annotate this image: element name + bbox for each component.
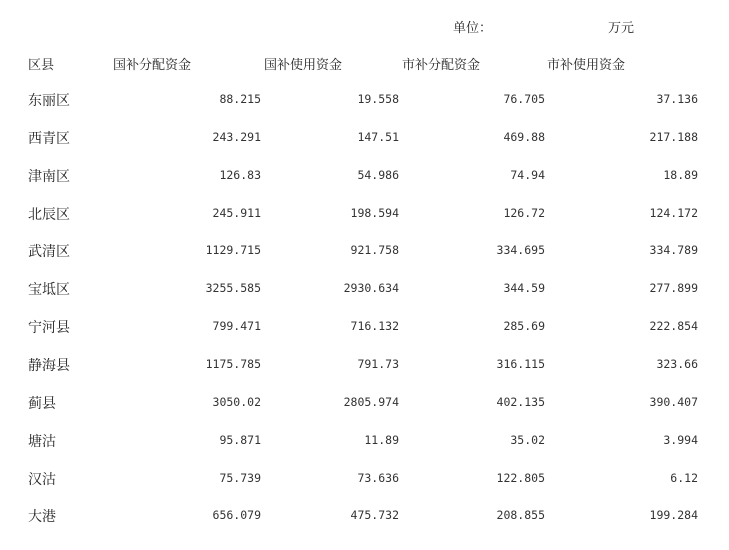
- city-used-value: 277.899: [649, 281, 698, 296]
- table-row: [0, 204, 729, 242]
- national-used-value: 716.132: [350, 319, 399, 334]
- header-district: 区县: [28, 58, 55, 73]
- city-used-value: 37.136: [656, 92, 698, 106]
- city-allocated-value: 35.02: [510, 432, 545, 447]
- national-used-value: 54.986: [357, 167, 399, 182]
- city-used-value: 18.89: [663, 167, 698, 182]
- table-row: [0, 90, 729, 128]
- national-used-value: 2930.634: [343, 281, 399, 296]
- city-used-value: 124.172: [649, 205, 698, 220]
- city-used-value: 199.284: [649, 508, 698, 523]
- district-name: 津南区: [28, 168, 70, 185]
- city-allocated-value: 344.59: [503, 281, 545, 296]
- district-name: 大港: [28, 509, 56, 526]
- national-allocated-value: 243.291: [212, 129, 261, 144]
- city-allocated-value: 76.705: [503, 92, 545, 106]
- table-row: [0, 393, 729, 431]
- city-allocated-value: 208.855: [496, 508, 545, 523]
- district-name: 武清区: [28, 244, 70, 261]
- national-used-value: 475.732: [350, 508, 399, 523]
- table-row: [0, 317, 729, 355]
- national-allocated-value: 3255.585: [205, 281, 261, 296]
- national-allocated-value: 245.911: [212, 205, 261, 220]
- district-name: 宝坻区: [28, 282, 70, 299]
- header-national-used: 国补使用资金: [264, 58, 343, 73]
- district-name: 北辰区: [28, 206, 70, 223]
- city-used-value: 222.854: [649, 319, 698, 334]
- district-name: 东丽区: [28, 93, 70, 109]
- national-used-value: 198.594: [350, 205, 399, 220]
- national-allocated-value: 1129.715: [205, 243, 261, 258]
- national-allocated-value: 95.871: [219, 432, 261, 447]
- national-allocated-value: 88.215: [219, 92, 261, 106]
- city-used-value: 217.188: [649, 129, 698, 144]
- national-allocated-value: 1175.785: [205, 356, 261, 371]
- city-used-value: 323.66: [656, 356, 698, 371]
- national-used-value: 147.51: [357, 129, 399, 144]
- header-city-allocated: 市补分配资金: [402, 58, 481, 73]
- city-used-value: 3.994: [663, 432, 698, 447]
- city-allocated-value: 122.805: [496, 470, 545, 485]
- district-name: 西青区: [28, 130, 70, 147]
- district-name: 静海县: [28, 357, 70, 374]
- city-allocated-value: 402.135: [496, 394, 545, 409]
- national-used-value: 791.73: [357, 356, 399, 371]
- city-used-value: 6.12: [670, 470, 698, 485]
- national-allocated-value: 656.079: [212, 508, 261, 523]
- city-allocated-value: 316.115: [496, 356, 545, 371]
- national-used-value: 2805.974: [343, 394, 399, 409]
- city-allocated-value: 469.88: [503, 129, 545, 144]
- national-used-value: 73.636: [357, 470, 399, 485]
- district-name: 宁河县: [28, 320, 70, 337]
- district-name: 蓟县: [28, 395, 56, 412]
- table-row: [0, 469, 729, 507]
- table-row: [0, 431, 729, 469]
- national-allocated-value: 3050.02: [212, 394, 261, 409]
- district-name: 塘沽: [28, 433, 56, 450]
- national-used-value: 921.758: [350, 243, 399, 258]
- header-national-allocated: 国补分配资金: [113, 58, 192, 73]
- city-allocated-value: 334.695: [496, 243, 545, 258]
- table-row: [0, 128, 729, 166]
- unit-label: 单位：: [453, 21, 493, 36]
- table-row: [0, 166, 729, 204]
- city-allocated-value: 285.69: [503, 319, 545, 334]
- city-used-value: 334.789: [649, 243, 698, 258]
- national-allocated-value: 75.739: [219, 470, 261, 485]
- unit-value: 万元: [608, 21, 635, 36]
- national-allocated-value: 799.471: [212, 319, 261, 334]
- table-row: [0, 506, 729, 544]
- city-allocated-value: 74.94: [510, 167, 545, 182]
- national-used-value: 11.89: [364, 432, 399, 447]
- city-allocated-value: 126.72: [503, 205, 545, 220]
- national-allocated-value: 126.83: [219, 167, 261, 182]
- table-row: [0, 241, 729, 279]
- city-used-value: 390.407: [649, 394, 698, 409]
- header-city-used: 市补使用资金: [547, 58, 626, 73]
- table-row: [0, 279, 729, 317]
- district-name: 汉沽: [28, 471, 56, 488]
- national-used-value: 19.558: [357, 92, 399, 106]
- table-row: [0, 355, 729, 393]
